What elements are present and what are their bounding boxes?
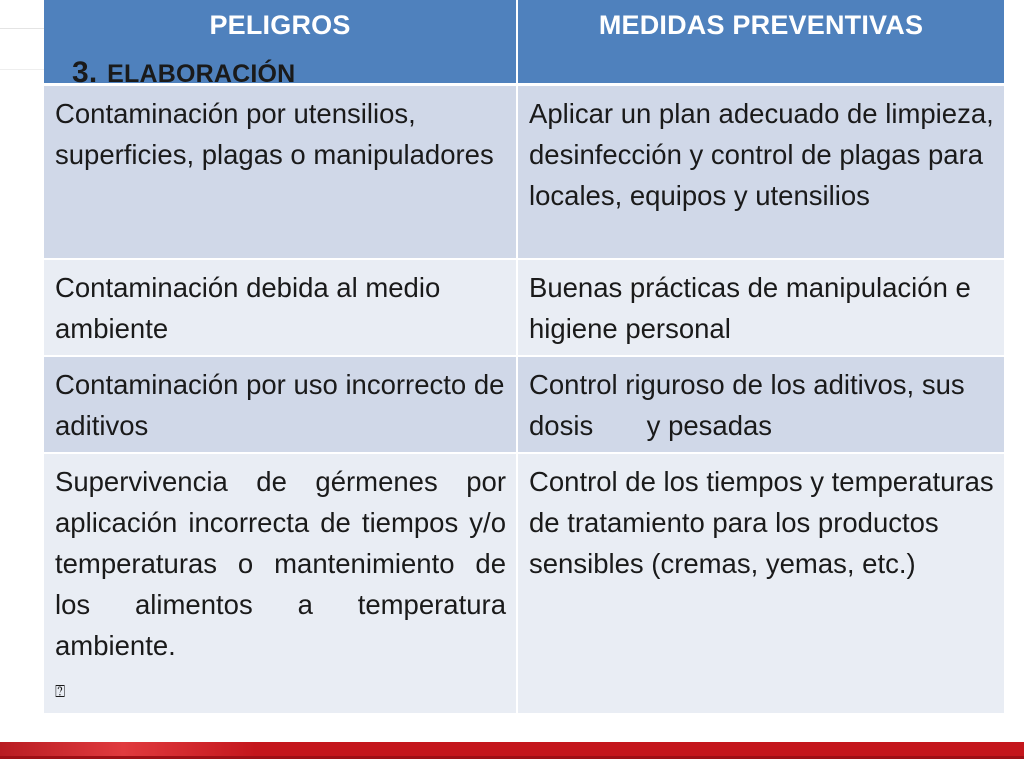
peligro-cell: Contaminación por uso incorrecto de aditivos xyxy=(44,357,518,454)
section-title xyxy=(72,56,295,90)
medida-cell xyxy=(518,357,1004,454)
header-medidas-label: MEDIDAS PREVENTIVAS xyxy=(598,10,924,40)
header-peligros-label: PELIGROS xyxy=(209,10,351,40)
footer-red-bar xyxy=(0,742,1024,756)
slide-edge-mark xyxy=(0,28,44,70)
missing-glyph-icon: ⍰ xyxy=(55,681,66,702)
footer-dark-line xyxy=(0,756,1024,759)
medida-cell: Aplicar un plan adecuado de limpieza, desinfección y control de plagas para locales, equipos y utensilios xyxy=(518,86,1004,260)
table-row xyxy=(44,357,1004,454)
peligro-cell: Contaminación por utensilios, superficies, plagas o manipuladores xyxy=(44,86,518,260)
table-header-row xyxy=(44,0,1004,86)
table-row xyxy=(44,86,1004,260)
medida-text: Control riguroso de los aditivos, sus dosis y pesadas xyxy=(529,369,973,441)
header-cell-medidas xyxy=(518,0,1004,86)
section-title-text: ELABORACIÓN xyxy=(107,60,296,88)
hazards-table xyxy=(44,0,1004,715)
table-row xyxy=(44,454,1004,715)
peligro-cell: Contaminación debida al medio ambiente xyxy=(44,260,518,357)
peligro-cell xyxy=(44,454,518,715)
medida-cell: Control de los tiempos y temperaturas de tratamiento para los productos sensibles (cremas, yemas, etc.) xyxy=(518,454,1004,715)
section-number: 3. xyxy=(72,56,98,89)
medida-cell: Buenas prácticas de manipulación e higiene personal xyxy=(518,260,1004,357)
table-row xyxy=(44,260,1004,357)
header-cell-peligros xyxy=(44,0,518,89)
peligro-text: Supervivencia de gérmenes por aplicación incorrecta de tiempos y/o temperaturas o mantenimiento de los alimentos a temperatura ambiente. xyxy=(55,466,506,661)
